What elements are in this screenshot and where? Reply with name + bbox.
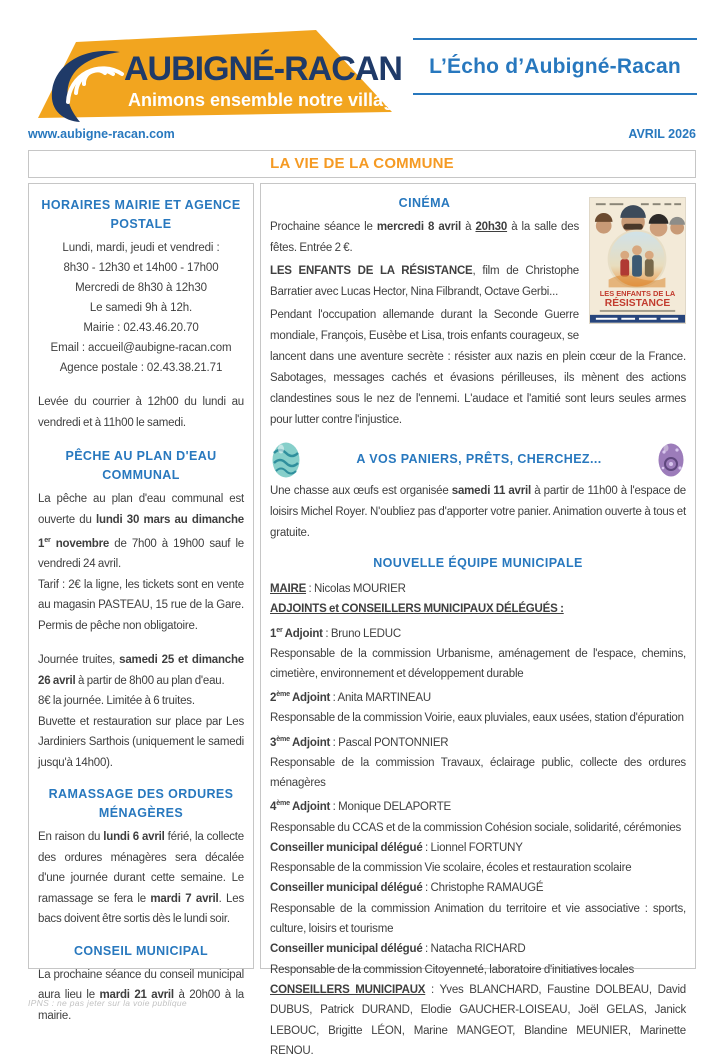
logo-subtitle: Animons ensemble notre village bbox=[128, 90, 405, 110]
paniers-section bbox=[270, 439, 686, 544]
peche-paragraph: Tarif : 2€ la ligne, les tickets sont en vente au magasin PASTEAU, 15 rue de la Gare. Permis de pêche non obligatoire. bbox=[38, 578, 244, 632]
equipe-line: Responsable de la commission Vie scolaire, écoles et restauration scolaire bbox=[270, 862, 632, 875]
peche-paragraph: Buvette et restauration sur place par Les Jardiniers Sarthois (uniquement le samedi jusqu'à 14h00). bbox=[38, 715, 244, 769]
heading-cinema: CINÉMA bbox=[398, 196, 451, 210]
schedule-line: Mercredi de 8h30 à 12h30 bbox=[75, 282, 207, 294]
paniers-paragraph: Une chasse aux œufs est organisée samedi 11 avril à partir de 11h00 à l'espace de loisirs Michel Royer. N'oubliez pas d'apporter votre panier. Animation ouverte à tous et gratuite. bbox=[270, 485, 687, 539]
horaires-note: Levée du courrier à 12h00 du lundi au vendredi et à 11h00 le samedi. bbox=[38, 396, 244, 429]
equipe-line: ADJOINTS et CONSEILLERS MUNICIPAUX DÉLÉGUÉS : bbox=[270, 603, 564, 616]
equipe-line: 2ème Adjoint : Anita MARTINEAU bbox=[270, 690, 431, 705]
equipe-line: Responsable de la commission Voirie, eaux pluviales, eaux usées, station d'épuration bbox=[270, 712, 684, 725]
cinema-paragraph: Pendant l'occupation allemande durant la Seconde Guerre mondiale, François, Eusèbe et Lisa, trois enfants courageux, se lancent dans une aventure secrète : résister aux nazis en plein cœur de la France. Sabotages, messages cachés et évasions périlleuses, ils mènent des actions clandestines sous le nez de l'ennemi. L'audace et l'amitié sont leurs seules armes pour lutter contre l'injustice. bbox=[270, 309, 686, 426]
cinema-paragraph: LES ENFANTS DE LA RÉSISTANCE, film de Christophe Barratier avec Lucas Hector, Nina Filbrandt, Octave Gerbi... bbox=[270, 265, 579, 298]
equipe-line: Responsable de la commission Animation du territoire et vie associative : sports, culture, loisirs et tourisme bbox=[270, 902, 686, 936]
commune-logo bbox=[24, 18, 405, 122]
equipe-line: 4ème Adjoint : Monique DELAPORTE bbox=[270, 799, 451, 814]
website-link[interactable]: www.aubigne-racan.com bbox=[28, 127, 175, 141]
equipe-line: Conseiller municipal délégué : Christophe RAMAUGÉ bbox=[270, 882, 544, 895]
equipe-line: Conseiller municipal délégué : Lionnel FORTUNY bbox=[270, 841, 523, 854]
equipe-line: Responsable de la commission Citoyenneté, laboratoire d'initiatives locales bbox=[270, 963, 635, 976]
poster-title-line1: LES ENFANTS DE LA bbox=[599, 289, 676, 299]
footer-note: IPNS : ne pas jeter sur la voie publique bbox=[28, 998, 187, 1008]
easter-egg-purple-icon bbox=[656, 440, 686, 478]
movie-poster bbox=[589, 197, 686, 324]
equipe-line: Conseiller municipal délégué : Natacha RICHARD bbox=[270, 943, 526, 956]
horaires-schedule bbox=[38, 238, 244, 378]
ordures-paragraph: En raison du lundi 6 avril férié, la collecte des ordures ménagères sera décalée d'une journée durant cette semaine. Le ramassage se fera le mardi 7 avril. Les bacs doivent être sortis dès le lundi soir. bbox=[38, 831, 245, 926]
schedule-line: Le samedi 9h à 12h. bbox=[89, 302, 193, 314]
right-column bbox=[260, 183, 696, 1057]
schedule-line: Mairie : 02.43.46.20.70 bbox=[83, 322, 199, 334]
equipe-line: Responsable de la commission Travaux, éclairage public, collecte des ordures ménagères bbox=[270, 756, 686, 790]
conseil-paragraph: La prochaine séance du conseil municipal aura lieu le mardi 21 avril à 20h00 à la mairie. bbox=[38, 968, 245, 1022]
equipe-line: CONSEILLERS MUNICIPAUX : Yves BLANCHARD, Faustine DOLBEAU, David DUBUS, Patrick DURAND, Elodie GAUCHER-LOISEAU, Joël GELAS, Janick LEBOUC, Brigitte LÉON, Marine MANGEOT, Blandine MEUNIER, Marinette RENOU. bbox=[270, 983, 686, 1057]
equipe-line: Responsable du CCAS et de la commission Cohésion sociale, solidarité, cérémonies bbox=[270, 821, 682, 834]
easter-egg-teal-icon bbox=[270, 439, 302, 479]
heading-ordures: RAMASSAGE DES ORDURES MÉNAGÈRES bbox=[48, 787, 234, 821]
equipe-line: MAIRE : Nicolas MOURIER bbox=[270, 583, 406, 595]
heading-paniers: A VOS PANIERS, PRÊTS, CHERCHEZ... bbox=[356, 451, 602, 466]
schedule-line: Lundi, mardi, jeudi et vendredi : bbox=[62, 242, 220, 254]
poster-title-line2: RÉSISTANCE bbox=[604, 298, 671, 310]
heading-conseil: CONSEIL MUNICIPAL bbox=[73, 943, 209, 958]
logo-banner-graphic bbox=[24, 18, 405, 122]
equipe-line: 3ème Adjoint : Pascal PONTONNIER bbox=[270, 734, 449, 749]
schedule-line: 8h30 - 12h30 et 14h00 - 17h00 bbox=[63, 262, 219, 274]
cinema-section bbox=[270, 194, 686, 431]
heading-equipe: NOUVELLE ÉQUIPE MUNICIPALE bbox=[373, 556, 583, 570]
equipe-list bbox=[270, 579, 686, 1061]
logo-title: AUBIGNÉ-RACAN bbox=[124, 50, 402, 88]
equipe-line: Responsable de la commission Urbanisme, aménagement de l'espace, chemins, cimetière, environnement et développement durable bbox=[270, 647, 686, 681]
paniers-heading-row bbox=[270, 439, 686, 479]
schedule-line: Email : accueil@aubigne-racan.com bbox=[50, 342, 232, 354]
equipe-line: 1er Adjoint : Bruno LEDUC bbox=[270, 625, 401, 640]
equipe-section bbox=[270, 554, 686, 1061]
cinema-paragraph: Prochaine séance le mercredi 8 avril à 20h30 à la salle des fêtes. Entrée 2 €. bbox=[270, 221, 579, 254]
heading-horaires: HORAIRES MAIRIE ET AGENCE POSTALE bbox=[41, 198, 241, 231]
peche-paragraph: Journée truites, samedi 25 et dimanche 26 avril à partir de 8h00 au plan d'eau. bbox=[38, 654, 245, 687]
schedule-line: Agence postale : 02.43.38.21.71 bbox=[59, 362, 223, 374]
heading-peche: PÊCHE AU PLAN D'EAU COMMUNAL bbox=[65, 449, 217, 482]
header bbox=[0, 0, 724, 118]
meta-row bbox=[28, 124, 696, 144]
peche-paragraph: 8€ la journée. Limitée à 6 truites. bbox=[38, 695, 195, 708]
peche-paragraph: La pêche au plan d'eau communal est ouverte du lundi 30 mars au dimanche 1er novembre de 7h00 à 19h00 sauf le vendredi 24 avril. bbox=[38, 493, 244, 571]
masthead-title: L’Écho d’Aubigné-Racan bbox=[413, 38, 697, 95]
issue-date: AVRIL 2026 bbox=[628, 127, 696, 141]
section-banner: LA VIE DE LA COMMUNE bbox=[28, 150, 696, 178]
